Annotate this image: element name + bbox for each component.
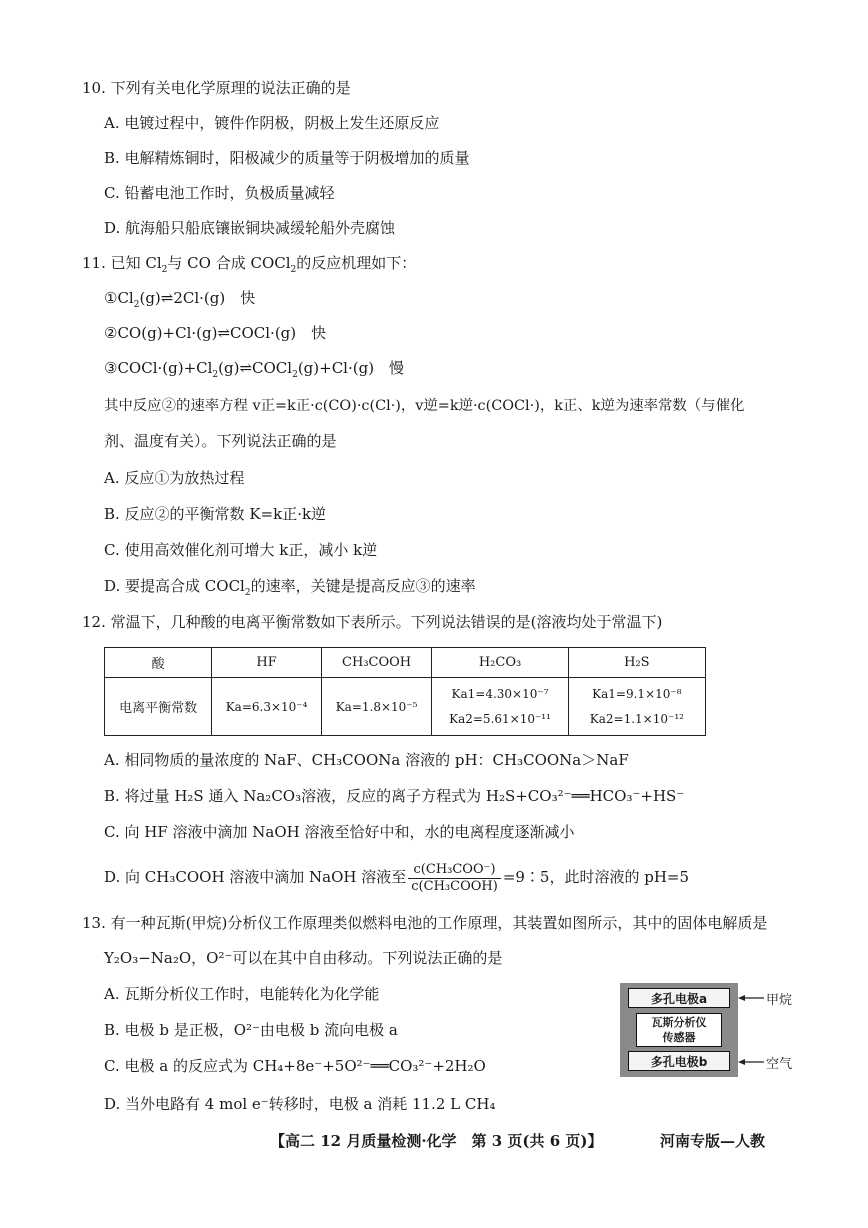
table-header-hf: HF (212, 648, 322, 678)
table-cell-h2s (568, 678, 705, 736)
q11-stem: 11. 已知 $Cl_2$与 CO 合成 COCl$_2$的反应机理如下： (82, 254, 417, 275)
gas-arrows (738, 989, 768, 1073)
table-header-h2s: H₂S (568, 648, 705, 678)
electrode-b: 多孔电极b (628, 1051, 730, 1071)
q11-reaction-3: $③COCl\cdot(g)+Cl_2(g)\rightleftharpoons COCl_2(g)+Cl\cdot(g)$ 慢 (104, 359, 405, 380)
page-footer: 【高二 12 月质量检测·化学 第 3 页(共 6 页)】 (270, 1132, 603, 1150)
acid-constants-table (104, 647, 706, 736)
q13-option-d: D. 当外电路有 4 mol e⁻转移时，电极 a 消耗 11.2 L CH₄ (104, 1095, 496, 1113)
table-row-label: 电离平衡常数 (105, 678, 212, 736)
table-cell-h2s-ka1: Ka1=9.1×10⁻⁸ (592, 686, 682, 701)
q10-option-a: A. 电镀过程中，镀件作阴极，阴极上发生还原反应 (104, 114, 440, 132)
q11-option-c: C. 使用高效催化剂可增大 k正，减小 k逆 (104, 541, 378, 559)
q12-option-d: D. 向 CH₃COOH 溶液中滴加 NaOH 溶液至 $\frac{\text{c(CH₃COO⁻)}}{\text{c(CH₃COOH)}}$ =9∶5，此时溶液的 pH=5 (104, 861, 690, 894)
table-cell-h2s-ka2: Ka2=1.1×10⁻¹² (589, 711, 684, 726)
q13-option-b: B. 电极 b 是正极，O²⁻由电极 b 流向电极 a (104, 1021, 398, 1039)
table-header-h2co3: H₂CO₃ (432, 648, 568, 678)
table-header-acid: 酸 (105, 648, 212, 678)
q12-option-c: C. 向 HF 溶液中滴加 NaOH 溶液至恰好中和，水的电离程度逐渐减小 (104, 823, 575, 841)
gas-analyzer-diagram (620, 983, 792, 1077)
q11-option-b: B. 反应②的平衡常数 K=k正·k逆 (104, 505, 327, 523)
table-cell-h2co3-ka1: Ka1=4.30×10⁻⁷ (451, 686, 549, 701)
electrode-a: 多孔电极a (628, 988, 730, 1008)
q11-rate-equation-cont: 剂、温度有关）。下列说法正确的是 (104, 432, 337, 450)
edition-label: 河南专版—人教 (660, 1132, 766, 1150)
table-cell-h2co3-ka2: Ka2=5.61×10⁻¹¹ (449, 711, 551, 726)
methane-label: 甲烷 (766, 993, 793, 1008)
q10-option-d: D. 航海船只船底镶嵌铜块减缓轮船外壳腐蚀 (104, 219, 396, 237)
q11-option-a: A. 反应①为放热过程 (104, 469, 245, 487)
table-cell-ch3cooh: Ka=1.8×10⁻⁵ (321, 678, 432, 736)
q11-option-d: D. 要提高合成 COCl$_2$的速率，关键是提高反应③的速率 (104, 577, 476, 598)
air-label: 空气 (766, 1057, 793, 1072)
q11-reaction-2: ②CO(g)+Cl·(g)⇌COCl·(g) 快 (104, 324, 327, 342)
q12-option-b: B. 将过量 H₂S 通入 Na₂CO₃溶液，反应的离子方程式为 H₂S+CO₃²⁻══HCO₃⁻+HS⁻ (104, 787, 685, 805)
q13-option-c: C. 电极 a 的反应式为 CH₄+8e⁻+5O²⁻══CO₃²⁻+2H₂O (104, 1057, 486, 1075)
concentration-fraction: $\frac{\text{c(CH₃COO⁻)}}{\text{c(CH₃COOH)}}$ (408, 862, 501, 895)
q10-option-c: C. 铅蓄电池工作时，负极质量减轻 (104, 184, 335, 202)
q13-option-a: A. 瓦斯分析仪工作时，电能转化为化学能 (104, 985, 380, 1003)
table-cell-h2co3 (432, 678, 568, 736)
q13-stem: 13. 有一种瓦斯(甲烷)分析仪工作原理类似燃料电池的工作原理，其装置如图所示，其中的固体电解质是 (82, 914, 768, 932)
q12-option-a: A. 相同物质的量浓度的 NaF、CH₃COONa 溶液的 pH：CH₃COONa＞NaF (104, 751, 629, 769)
q11-rate-equation: 其中反应②的速率方程 v正=k正·c(CO)·c(Cl·)，v逆=k逆·c(COCl·)，k正、k逆为速率常数（与催化 (104, 398, 745, 414)
analyzer-sensor: 瓦斯分析仪 传感器 (636, 1013, 722, 1047)
q10-stem: 10. 下列有关电化学原理的说法正确的是 (82, 79, 351, 97)
table-header-ch3cooh: CH₃COOH (321, 648, 432, 678)
q11-reaction-1: $①Cl_2(g)\rightleftharpoons 2Cl\cdot(g)$ 快 (104, 289, 256, 310)
q10-option-b: B. 电解精炼铜时，阳极减少的质量等于阴极增加的质量 (104, 149, 470, 167)
q13-stem-cont: Y₂O₃−Na₂O，O²⁻可以在其中自由移动。下列说法正确的是 (104, 949, 503, 967)
table-cell-hf: Ka=6.3×10⁻⁴ (212, 678, 322, 736)
q12-stem: 12. 常温下，几种酸的电离平衡常数如下表所示。下列说法错误的是(溶液均处于常温下) (82, 613, 663, 631)
